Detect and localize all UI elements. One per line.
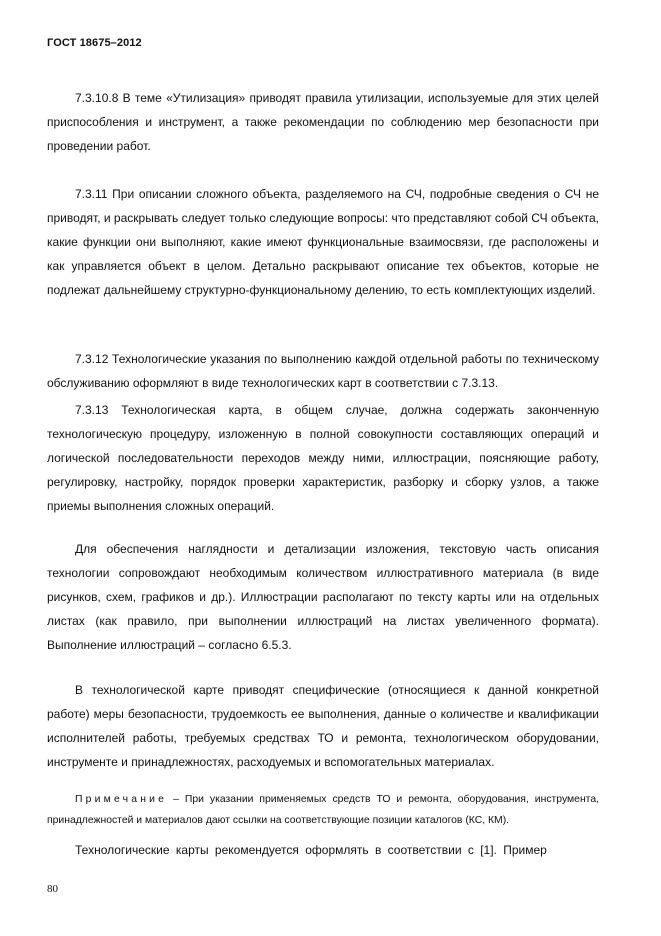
note (47, 789, 599, 831)
note-label: Примечание (75, 794, 168, 805)
paragraph-illustrations: Для обеспечения наглядности и детализации изложения, текстовую часть описания технологии сопровождают необходимым количеством иллюстративного материала (в виде рисунков, схем, графиков и др.). Иллюстрации располагают по тексту карты или на отдельных листах (как правило, при выполнении иллюстраций на листах увеличенного формата). Выполнение иллюстраций – согласно 6.5.3. (47, 542, 599, 653)
page-number: 80 (47, 883, 58, 895)
document-header: ГОСТ 18675–2012 (47, 37, 142, 49)
paragraph-7-3-12: 7.3.12 Технологические указания по выполнению каждой отдельной работы по техническому обслуживанию оформляют в виде технологических карт в соответствии с 7.3.13. (47, 352, 599, 391)
paragraph-safety-measures: В технологической карте приводят специфические (относящиеся к данной конкретной работе) меры безопасности, трудоемкость ее выполнения, данные о количестве и квалификации исполнителей работы, требуемых средствах ТО и ремонта, технологическом оборудовании, инструменте и принадлежностях, расходуемых и вспомогательных материалах. (47, 683, 599, 770)
paragraph-7-3-10-8: 7.3.10.8 В теме «Утилизация» приводят правила утилизации, используемые для этих целей приспособления и инструмент, а также рекомендации по соблюдению мер безопасности при проведении работ. (47, 91, 599, 154)
paragraph-7-3-13: 7.3.13 Технологическая карта, в общем случае, должна содержать законченную технологическую процедуру, изложенную в полной совокупности составляющих операций и логической последовательности переходов между ними, иллюстрации, поясняющие работу, регулировку, настройку, порядок проверки характеристик, разборку и сборку узлов, а также приемы выполнения сложных операций. (47, 403, 599, 514)
paragraph-final: Технологические карты рекомендуется оформлять в соответствии с [1]. Пример (75, 843, 547, 857)
note-text: – При указании применяемых средств ТО и ремонта, оборудования, инструмента, принадлежностей и материалов дают ссылки на соответствующие позиции каталогов (КС, КМ). (47, 794, 599, 826)
paragraph-7-3-11: 7.3.11 При описании сложного объекта, разделяемого на СЧ, подробные сведения о СЧ не приводят, и раскрывать следует только следующие вопросы: что представляют собой СЧ объекта, какие функции они выполняют, какие имеют функциональные взаимосвязи, где расположены и как управляется объект в целом. Детально раскрывают описание тех объектов, которые не подлежат дальнейшему структурно-функциональному делению, то есть комплектующих изделий. (47, 187, 599, 298)
